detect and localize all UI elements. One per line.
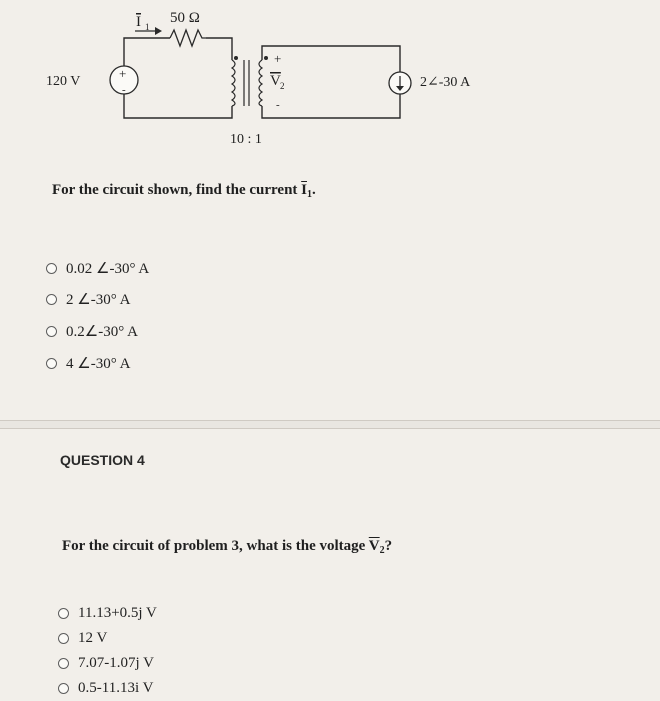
answer-option[interactable] (46, 289, 130, 309)
prompt-end: . (312, 182, 316, 198)
source-plus-sign: + (119, 66, 127, 81)
answer-option-label: 2 ∠-30° A (66, 291, 131, 308)
current-source-label: 2∠-30 A (420, 75, 471, 90)
radio-button-icon[interactable] (58, 633, 69, 644)
radio-button-icon[interactable] (58, 658, 69, 669)
current-subscript: 1 (145, 22, 150, 32)
prompt-end: ? (384, 538, 393, 554)
question-4-header: QUESTION 4 (60, 452, 145, 468)
v2-minus-sign: - (276, 99, 280, 111)
answer-option[interactable] (46, 258, 149, 278)
v2-label: V (270, 73, 281, 89)
transformer-icon (232, 60, 262, 106)
answer-option[interactable] (46, 353, 130, 373)
answer-option-label: 0.02 ∠-30° A (66, 260, 150, 277)
radio-button-icon[interactable] (46, 358, 57, 369)
v2-subscript: 2 (280, 81, 285, 91)
answer-option-label: 4 ∠-30° A (66, 355, 131, 372)
radio-button-icon[interactable] (46, 294, 57, 305)
current-label: I (136, 14, 141, 30)
resistor-label: 50 Ω (170, 10, 200, 26)
prompt-variable-subscript: 2 (379, 545, 385, 556)
question-4-prompt (62, 538, 392, 556)
prompt-variable-subscript: 1 (307, 189, 312, 200)
turns-ratio-label: 10 : 1 (230, 132, 262, 147)
radio-button-icon[interactable] (46, 263, 57, 274)
resistor-symbol (170, 30, 206, 46)
answer-option-label: 0.2∠-30° A (66, 323, 138, 340)
v2-plus-sign: + (274, 51, 282, 66)
polarity-dot-secondary (264, 56, 268, 60)
answer-option-label: 12 V (78, 629, 108, 646)
polarity-dot-primary (234, 56, 238, 60)
radio-button-icon[interactable] (58, 683, 69, 694)
answer-option-label: 11.13+0.5j V (78, 604, 157, 621)
prompt-variable: $\overline{I}$ (301, 182, 307, 198)
answer-option[interactable] (58, 653, 154, 673)
divider (0, 420, 660, 421)
circuit-diagram (0, 0, 660, 175)
answer-option-label: 7.07-1.07j V (78, 654, 154, 671)
source-voltage-label: 120 V (46, 74, 81, 89)
radio-button-icon[interactable] (46, 326, 57, 337)
answer-option[interactable] (46, 321, 138, 341)
prompt-text: For the circuit shown, find the current (52, 182, 298, 198)
answer-option[interactable] (58, 678, 153, 698)
source-minus-sign: - (122, 84, 126, 96)
radio-button-icon[interactable] (58, 608, 69, 619)
prompt-variable: $\overline{V}$ (368, 538, 380, 554)
answer-option[interactable] (58, 628, 107, 648)
divider (0, 428, 660, 429)
answer-option[interactable] (58, 603, 157, 623)
answer-option-label: 0.5-11.13i V (78, 679, 154, 696)
question-3-prompt (52, 182, 316, 200)
prompt-text: For the circuit of problem 3, what is the voltage (62, 538, 366, 554)
